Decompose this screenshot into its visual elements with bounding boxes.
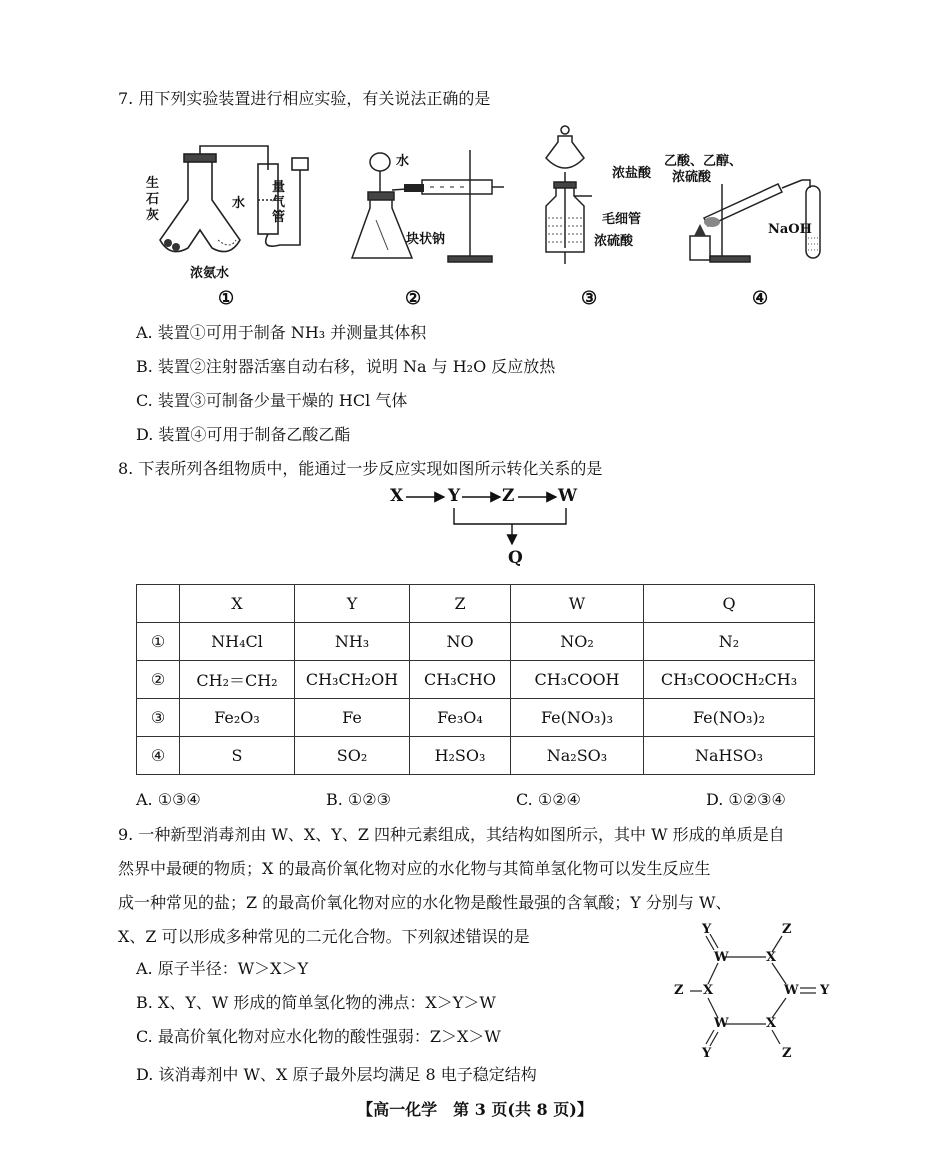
table-cell: Fe₂O₃ [180, 699, 295, 737]
apparatus-1-label-8: 管 [272, 210, 286, 225]
table-cell: NO [410, 623, 511, 661]
apparatus-1-drawing [140, 140, 320, 280]
mol-y-top: Y [702, 922, 712, 937]
table-header-cell: Q [644, 585, 815, 623]
q8-choice-a: A. ①③④ [136, 790, 201, 809]
table-cell: NH₄Cl [180, 623, 295, 661]
apparatus-1-label-7: 气 [272, 195, 286, 210]
apparatus-1-label-5: 水 [232, 196, 246, 211]
table-cell: Fe₃O₄ [410, 699, 511, 737]
table-header-cell: W [511, 585, 644, 623]
q9-option-b: B. X、Y、W 形成的简单氢化物的沸点：X＞Y＞W [136, 993, 496, 1012]
apparatus-3-label-3: 浓硫酸 [594, 234, 634, 249]
mol-y-right: Y [820, 983, 830, 998]
flow-y: Y [448, 486, 461, 506]
molecule-bonds [670, 920, 840, 1060]
mol-x-top: X [766, 950, 777, 965]
q9-option-d: D. 该消毒剂中 W、X 原子最外层均满足 8 电子稳定结构 [136, 1065, 537, 1084]
q9-stem-line: X、Z 可以形成多种常见的二元化合物。下列叙述错误的是 [118, 927, 530, 946]
table-row [137, 661, 815, 699]
apparatus-2-label-1: 水 [396, 154, 410, 169]
table-header-cell: Z [410, 585, 511, 623]
q7-option-d: D. 装置④可用于制备乙酸乙酯 [136, 425, 351, 444]
apparatus-1-label-6: 量 [272, 180, 286, 195]
q9-stem-line: 9. 一种新型消毒剂由 W、X、Y、Z 四种元素组成，其结构如图所示，其中 W 形成的单质是自 [118, 825, 785, 844]
apparatus-2-drawing [348, 140, 508, 270]
q9-option-c: C. 最高价氧化物对应水化物的酸性强弱：Z＞X＞W [136, 1027, 501, 1046]
flow-q: Q [508, 548, 523, 568]
apparatus-1-label-3: 灰 [146, 208, 160, 223]
table-cell: ③ [137, 699, 180, 737]
q9-stem-line: 成一种常见的盐；Z 的最高价氧化物对应的水化物是酸性最强的含氧酸；Y 分别与 W、 [118, 893, 732, 912]
flow-x: X [390, 486, 404, 506]
table-header-cell: X [180, 585, 295, 623]
table-cell: S [180, 737, 295, 775]
apparatus-4-label-2: 浓硫酸 [672, 170, 712, 185]
apparatus-2-number: ② [405, 288, 422, 309]
table-cell: SO₂ [295, 737, 410, 775]
table-cell: Fe(NO₃)₂ [644, 699, 815, 737]
table-row [137, 699, 815, 737]
mol-x-left: X [703, 983, 714, 998]
table-cell: ④ [137, 737, 180, 775]
table-cell: N₂ [644, 623, 815, 661]
apparatus-4-label-1: 乙酸、乙醇、 [664, 154, 743, 169]
q7-option-b: B. 装置②注射器活塞自动右移，说明 Na 与 H₂O 反应放热 [136, 357, 556, 376]
table-cell: ② [137, 661, 180, 699]
table-header-cell: Y [295, 585, 410, 623]
table-cell: NO₂ [511, 623, 644, 661]
apparatus-4-number: ④ [752, 288, 769, 309]
table-row [137, 737, 815, 775]
table-cell: Na₂SO₃ [511, 737, 644, 775]
q8-table [136, 584, 815, 775]
mol-z-bottom: Z [782, 1046, 792, 1061]
table-cell: CH₃CH₂OH [295, 661, 410, 699]
apparatus-3-label-2: 毛细管 [602, 212, 642, 227]
mol-y-bottom: Y [702, 1046, 712, 1061]
q8-stem: 8. 下表所列各组物质中，能通过一步反应实现如图所示转化关系的是 [118, 459, 603, 478]
apparatus-1-label-4: 浓氨水 [190, 266, 230, 281]
mol-w-right: W [784, 983, 799, 998]
table-cell: CH₃CHO [410, 661, 511, 699]
mol-w-top: W [714, 950, 729, 965]
q8-choice-d: D. ①②③④ [706, 790, 786, 809]
q7-stem: 7. 用下列实验装置进行相应实验，有关说法正确的是 [118, 89, 491, 108]
apparatus-3-label-1: 浓盐酸 [612, 166, 652, 181]
table-header-cell [137, 585, 180, 623]
mol-x-bottom: X [766, 1016, 777, 1031]
mol-z-left: Z [674, 983, 684, 998]
apparatus-1-label-1: 生 [146, 176, 160, 191]
flow-z: Z [502, 486, 515, 506]
q9-option-a: A. 原子半径：W＞X＞Y [136, 959, 309, 978]
apparatus-3-drawing [540, 122, 610, 272]
q8-choice-c: C. ①②④ [516, 790, 581, 809]
apparatus-3-number: ③ [581, 288, 598, 309]
q8-choice-b: B. ①②③ [326, 790, 391, 809]
table-cell: NH₃ [295, 623, 410, 661]
apparatus-4-label-3: NaOH [768, 222, 812, 237]
apparatus-1-number: ① [218, 288, 235, 309]
q9-stem-line: 然界中最硬的物质；X 的最高价氧化物对应的水化物与其简单氢化物可以发生反应生 [118, 859, 711, 878]
table-header-row [137, 585, 815, 623]
apparatus-1-label-2: 石 [146, 192, 160, 207]
flow-arrows [380, 480, 580, 560]
table-cell: H₂SO₃ [410, 737, 511, 775]
flow-w: W [558, 486, 578, 506]
table-cell: CH₃COOCH₂CH₃ [644, 661, 815, 699]
q7-option-c: C. 装置③可制备少量干燥的 HCl 气体 [136, 391, 408, 410]
mol-w-bottom: W [714, 1016, 729, 1031]
table-cell: Fe [295, 699, 410, 737]
table-cell: CH₂＝CH₂ [180, 661, 295, 699]
q7-option-a: A. 装置①可用于制备 NH₃ 并测量其体积 [136, 323, 427, 342]
table-row [137, 623, 815, 661]
table-cell: NaHSO₃ [644, 737, 815, 775]
table-cell: Fe(NO₃)₃ [511, 699, 644, 737]
mol-z-top: Z [782, 922, 792, 937]
table-cell: ① [137, 623, 180, 661]
apparatus-2-label-2: 块状钠 [406, 232, 446, 247]
apparatus-4-drawing [682, 178, 842, 268]
page-footer: 【高一化学 第 3 页(共 8 页)】 [357, 1100, 593, 1119]
table-cell: CH₃COOH [511, 661, 644, 699]
